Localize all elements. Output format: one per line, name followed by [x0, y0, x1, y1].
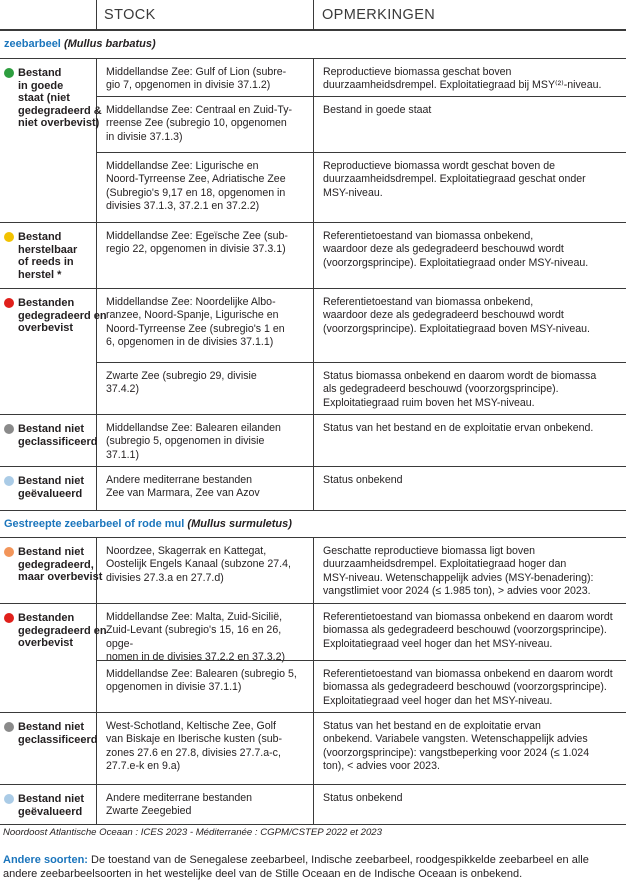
column-divider [313, 288, 314, 414]
stock-cell: Middellandse Zee: Gulf of Lion (subre- gio 7, opgenomen in divisie 37.1.2) [106, 66, 287, 92]
remark-cell: Geschatte reproductieve biomassa ligt boven duurzaamheidsdrempel. Exploitatiegraad hoger dan MSY-niveau. Wetenschappelijk advies (MSY-benadering): vangstlimiet voor 2024 (≤ 1.985 ton), > advies voor 2023. [323, 545, 594, 598]
remark-cell: Reproductieve biomassa geschat boven duurzaamheidsdrempel. Exploitatiegraad bij MSY⁽²⁾-niveau. [323, 66, 602, 92]
yellow-dot-icon [4, 232, 14, 242]
status-text: Bestanden gedegradeerd en overbevist [18, 297, 107, 335]
column-divider [313, 603, 314, 712]
row-divider [97, 96, 626, 97]
column-divider [96, 222, 97, 288]
stock-cell: Middellandse Zee: Malta, Zuid-Sicilië, Zuid-Levant (subregio's 15, 16 en 26, opge- nomen in de divisies 37.2.2 en 37.3.2) [106, 611, 286, 664]
header-stock: STOCK [104, 7, 156, 23]
status-label [4, 793, 84, 818]
column-divider [313, 784, 314, 824]
stock-cell: Middellandse Zee: Balearen eilanden (subregio 5, opgenomen in divisie 37.1.1) [106, 422, 281, 461]
status-text: Bestand niet geclassificeerd [18, 423, 98, 448]
status-text: Bestand niet geclassificeerd [18, 721, 98, 746]
column-divider [96, 784, 97, 824]
grey-dot-icon [4, 424, 14, 434]
column-divider [96, 0, 97, 30]
stock-cell: Noordzee, Skagerrak en Kattegat, Oostelijk Engels Kanaal (subzone 27.4, divisies 27.3.a en 27.7.d) [106, 545, 291, 584]
column-divider [313, 414, 314, 466]
other-species-text: De toestand van de Senegalese zeebarbeel, Indische zeebarbeel, roodgespikkelde zeebarbeel en alle andere zeebarbeelsoorten in het westelijke deel van de Stille Oceaan en de Indische Oceaan is onbekend. [3, 854, 589, 881]
status-label [4, 297, 107, 335]
stock-cell: Zwarte Zee (subregio 29, divisie 37.4.2) [106, 370, 257, 396]
remark-cell: Status van het bestand en de exploitatie ervan onbekend. [323, 422, 594, 434]
row-divider [97, 152, 626, 153]
status-text: Bestand niet gedegradeerd, maar overbevist [18, 546, 103, 584]
status-text: Bestand niet geëvalueerd [18, 793, 85, 818]
species-divider [0, 30, 626, 31]
remark-cell: Status biomassa onbekend en daarom wordt de biomassa als gedegradeerd beschouwd (voorzorgsprincipe). Exploitatiegraad ruim boven het MSY-niveau. [323, 370, 597, 409]
status-text: Bestand herstelbaar of reeds in herstel * [18, 231, 78, 281]
status-label [4, 612, 107, 650]
other-species-note [3, 853, 625, 882]
species-latin-name: (Mullus surmuletus) [187, 518, 292, 530]
column-divider [96, 466, 97, 510]
column-divider [313, 0, 314, 30]
column-divider [313, 222, 314, 288]
stock-cell: Andere mediterrane bestanden Zwarte Zeegebied [106, 792, 253, 818]
species-latin-name: (Mullus barbatus) [63, 38, 156, 50]
remark-cell: Status van het bestand en de exploitatie ervan onbekend. Variabele vangsten. Wetenschappelijk advies (voorzorgsprincipe): vangstbeperking voor 2024 (≤ 1.024 ton), < advies voor 2023. [323, 720, 590, 773]
remark-cell: Referentietoestand van biomassa onbekend, waardoor deze als gedegradeerd beschouwd wordt (voorzorgsprincipe). Exploitatiegraad boven MSY-niveau. [323, 296, 590, 335]
source-note: Noordoost Atlantische Oceaan : ICES 2023 - Méditerranée : CGPM/CSTEP 2022 et 2023 [3, 827, 382, 838]
remark-cell: Bestand in goede staat [323, 104, 432, 116]
column-divider [313, 537, 314, 603]
stock-cell: Middellandse Zee: Centraal en Zuid-Ty- rreense Zee (subregio 10, opgenomen in divisie 37.1.3) [106, 104, 293, 143]
table-bottom-border [0, 824, 626, 825]
stock-cell: Middellandse Zee: Ligurische en Noord-Tyrreense Zee, Adriatische Zee (Subregio's 9,17 en 18, opgenomen in divisies 37.1.3, 37.2.1 en 37.2.2) [106, 160, 286, 213]
species-divider [0, 510, 626, 511]
status-text: Bestand in goede staat (niet gedegradeerd & niet overbevist) [18, 67, 102, 130]
status-label [4, 546, 102, 584]
remark-cell: Reproductieve biomassa wordt geschat boven de duurzaamheidsdrempel. Exploitatiegraad geschat onder MSY-niveau. [323, 160, 586, 199]
status-label [4, 231, 77, 281]
status-label [4, 67, 102, 130]
column-divider [313, 58, 314, 222]
status-text: Bestanden gedegradeerd en overbevist [18, 612, 107, 650]
column-divider [313, 712, 314, 784]
green-dot-icon [4, 68, 14, 78]
stock-cell: West-Schotland, Keltische Zee, Golf van Biskaje en Iberische kusten (sub- zones 27.6 en 27.8, divisies 27.7.a-c, 27.7.e-k en 9.a) [106, 720, 283, 773]
red-dot-icon [4, 613, 14, 623]
stock-cell: Andere mediterrane bestanden Zee van Marmara, Zee van Azov [106, 474, 260, 500]
remark-cell: Referentietoestand van biomassa onbekend, waardoor deze als gedegradeerd beschouwd wordt (voorzorgsprincipe). Exploitatiegraad onder MSY-niveau. [323, 230, 589, 269]
status-label [4, 423, 98, 448]
status-text: Bestand niet geëvalueerd [18, 475, 85, 500]
grey-dot-icon [4, 722, 14, 732]
red-dot-icon [4, 298, 14, 308]
species-title [4, 518, 292, 530]
species-name: Gestreepte zeebarbeel of rode mul [4, 518, 185, 530]
remark-cell: Status onbekend [323, 474, 403, 486]
orange-dot-icon [4, 547, 14, 557]
column-divider [313, 466, 314, 510]
row-divider [97, 362, 626, 363]
stock-cell: Middellandse Zee: Balearen (subregio 5, opgenomen in divisie 37.1.1) [106, 668, 297, 694]
table-header [0, 0, 626, 30]
species-title [4, 38, 156, 50]
stock-cell: Middellandse Zee: Egeïsche Zee (sub- regio 22, opgenomen in divisie 37.3.1) [106, 230, 288, 256]
remark-cell: Referentietoestand van biomassa onbekend en daarom wordt biomassa als gedegradeerd beschouwd (voorzorgsprincipe). Exploitatiegraad veel hoger dan het MSY-niveau. [323, 611, 613, 650]
status-label [4, 721, 98, 746]
remark-cell: Status onbekend [323, 792, 403, 804]
remark-cell: Referentietoestand van biomassa onbekend en daarom wordt biomassa als gedegradeerd beschouwd (voorzorgsprincipe). Exploitatiegraad veel hoger dan het MSY-niveau. [323, 668, 613, 707]
status-label [4, 475, 84, 500]
lightblue-dot-icon [4, 476, 14, 486]
row-divider [97, 660, 626, 661]
lightblue-dot-icon [4, 794, 14, 804]
species-name: zeebarbeel [4, 38, 61, 50]
other-species-label: Andere soorten: [3, 854, 88, 866]
stock-cell: Middellandse Zee: Noordelijke Albo- ranzee, Noord-Spanje, Ligurische en Noord-Tyrreense Zee (subregio's 1 en 6, opgenomen in de divisies 37.1.1) [106, 296, 285, 349]
header-remarks: OPMERKINGEN [322, 7, 436, 23]
